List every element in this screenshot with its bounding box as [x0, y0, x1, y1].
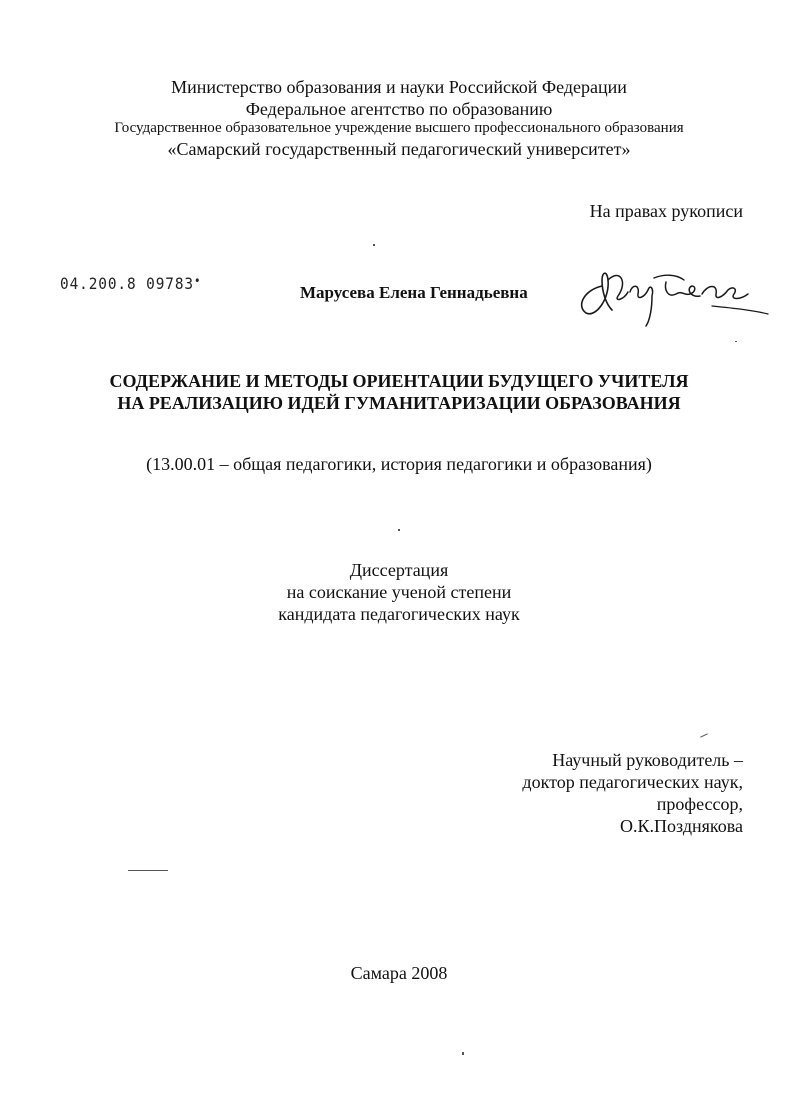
advisor-label: Научный руководитель –	[552, 750, 743, 770]
institution-type-line: Государственное образовательное учреждение высшего профессионального образования	[114, 120, 684, 136]
scan-mark	[700, 733, 708, 737]
advisor-degree: доктор педагогических наук,	[522, 772, 743, 792]
dissertation-title-line-2: НА РЕАЛИЗАЦИЮ ИДЕЙ ГУМАНИТАРИЗАЦИИ ОБРАЗОВАНИЯ	[117, 393, 681, 413]
scan-mark	[128, 870, 168, 871]
author-name: Марусева Елена Геннадьевна	[300, 283, 528, 302]
author-signature-icon	[572, 258, 772, 328]
degree-field-line: кандидата педагогических наук	[278, 604, 520, 624]
dissertation-label: Диссертация	[349, 560, 449, 580]
dissertation-title-line-1: СОДЕРЖАНИЕ И МЕТОДЫ ОРИЕНТАЦИИ БУДУЩЕГО УЧИТЕЛЯ	[109, 371, 689, 391]
scan-mark	[373, 244, 375, 246]
scan-mark	[398, 529, 400, 531]
scan-mark	[462, 1052, 464, 1055]
university-line: «Самарский государственный педагогический университет»	[167, 139, 631, 159]
advisor-name: О.К.Позднякова	[620, 816, 743, 836]
agency-line: Федеральное агентство по образованию	[245, 99, 553, 119]
degree-line: на соискание ученой степени	[286, 582, 512, 602]
specialty-code: (13.00.01 – общая педагогики, история педагогики и образования)	[146, 454, 652, 474]
advisor-title: профессор,	[656, 794, 743, 814]
registration-stamp: 04.200.8 09783•	[60, 274, 202, 293]
registration-stamp-number: 04.200.8 09783	[60, 274, 194, 293]
ministry-line: Министерство образования и науки Российской Федерации	[171, 77, 627, 97]
scan-mark	[735, 341, 737, 342]
manuscript-note: На правах рукописи	[589, 201, 743, 221]
city-year: Самара 2008	[350, 963, 448, 983]
